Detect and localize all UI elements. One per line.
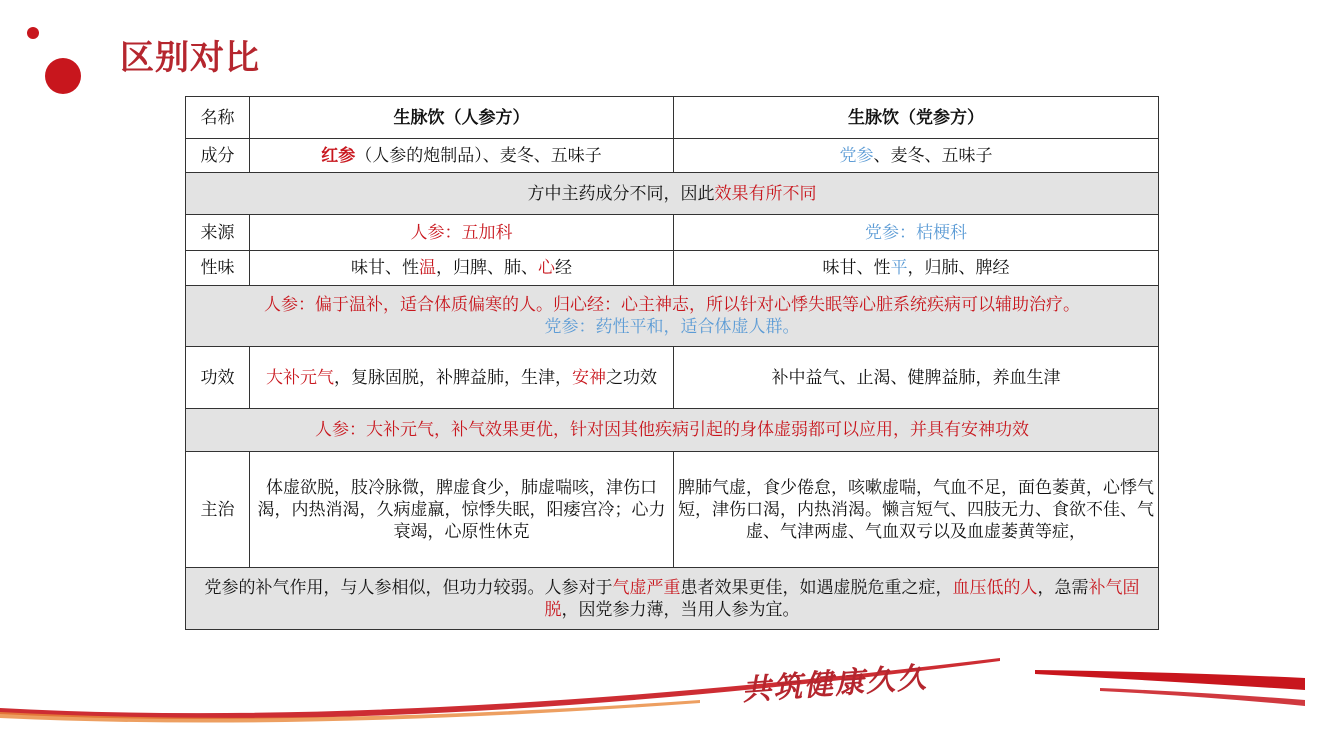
note-4-e: ，急需 (1037, 577, 1089, 598)
efficacy-label: 功效 (186, 347, 250, 409)
nature-row (186, 251, 1159, 286)
efficacy-left-a: 大补元气 (266, 367, 334, 388)
indications-right: 脾肺气虚，食少倦怠，咳嗽虚喘，气血不足，面色萎黄，心悸气短，津伤口渴，内热消渴。懒言短气、四肢无力、食欲不佳、气虚、气津两虚、气血双亏以及血虚萎黄等症， (674, 452, 1159, 568)
efficacy-row (186, 347, 1159, 409)
nature-label: 性味 (186, 251, 250, 286)
nature-right-neutral: 平 (890, 258, 908, 278)
note-1-red: 效果有所不同 (714, 183, 817, 204)
decor-dot-large (45, 58, 81, 94)
note-4 (186, 568, 1159, 630)
note-1-plain: 方中主药成分不同，因此 (527, 183, 715, 204)
source-label: 来源 (186, 215, 250, 251)
note-4-b: 气虚严重 (612, 577, 681, 598)
source-left: 人参：五加科 (250, 215, 674, 251)
ingredients-left-rest: （人参的炮制品）、麦冬、五味子 (355, 145, 602, 166)
note-3: 人参：大补元气，补气效果更优，针对因其他疾病引起的身体虚弱都可以应用，并具有安神功效 (186, 409, 1159, 452)
footer-swoosh (0, 630, 1334, 737)
note-row-3 (186, 409, 1159, 452)
ingredients-right (674, 139, 1159, 173)
indications-row (186, 452, 1159, 568)
comparison-table (185, 96, 1159, 630)
ingredients-right-rest: 、麦冬、五味子 (873, 145, 993, 166)
note-2 (186, 286, 1159, 347)
nature-left-heart: 心 (538, 258, 555, 278)
source-row (186, 215, 1159, 251)
header-left: 生脉饮（人参方） (250, 97, 674, 139)
source-right: 党参：桔梗科 (674, 215, 1159, 251)
header-label: 名称 (186, 97, 250, 139)
ingredients-right-highlight: 党参 (839, 145, 874, 166)
note-2-line-1: 人参：偏于温补，适合体质偏寒的人。归心经：心主神志，所以针对心悸失眠等心脏系统疾病可以辅助治疗。 (264, 295, 1080, 315)
efficacy-left (250, 347, 674, 409)
nature-left (250, 251, 674, 286)
header-right: 生脉饮（党参方） (674, 97, 1159, 139)
nature-left-c: ，归脾、肺、 (436, 258, 538, 278)
note-4-c: 患者效果更佳，如遇虚脱危重之症， (680, 577, 953, 598)
note-2-line-2: 党参：药性平和，适合体虚人群。 (544, 317, 800, 337)
header-row (186, 97, 1159, 139)
note-4-a: 党参的补气作用，与人参相似，但功力较弱。人参对于 (204, 577, 613, 598)
note-row-1 (186, 173, 1159, 215)
nature-right-a: 味甘、性 (822, 258, 891, 278)
ingredients-label: 成分 (186, 139, 250, 173)
note-1 (186, 173, 1159, 215)
footer-slogan: 共筑健康久久 (740, 660, 929, 707)
decor-dot-small (27, 27, 39, 39)
page-title: 区别对比 (120, 38, 260, 78)
efficacy-left-c: 安神 (572, 367, 606, 388)
nature-left-e: 经 (555, 258, 572, 278)
ingredients-left (250, 139, 674, 173)
note-4-f: 补气固脱 (544, 577, 1140, 620)
note-row-2 (186, 286, 1159, 347)
nature-left-warm: 温 (419, 258, 436, 278)
note-4-g: ，因党参力薄，当用人参为宜。 (561, 599, 800, 620)
note-row-4 (186, 568, 1159, 630)
indications-label: 主治 (186, 452, 250, 568)
efficacy-left-d: 之功效 (606, 367, 657, 388)
efficacy-left-b: ，复脉固脱，补脾益肺，生津， (334, 367, 572, 388)
ingredients-left-highlight: 红参 (321, 145, 356, 166)
efficacy-right: 补中益气、止渴、健脾益肺，养血生津 (674, 347, 1159, 409)
indications-left: 体虚欲脱，肢冷脉微，脾虚食少，肺虚喘咳，津伤口渴，内热消渴，久病虚羸，惊悸失眠，阳痿宫冷；心力衰竭，心原性休克 (250, 452, 674, 568)
nature-left-a: 味甘、性 (351, 258, 419, 278)
nature-right-c: ，归肺、脾经 (907, 258, 1010, 278)
note-4-d: 血压低的人 (952, 577, 1038, 598)
ingredients-row (186, 139, 1159, 173)
nature-right (674, 251, 1159, 286)
